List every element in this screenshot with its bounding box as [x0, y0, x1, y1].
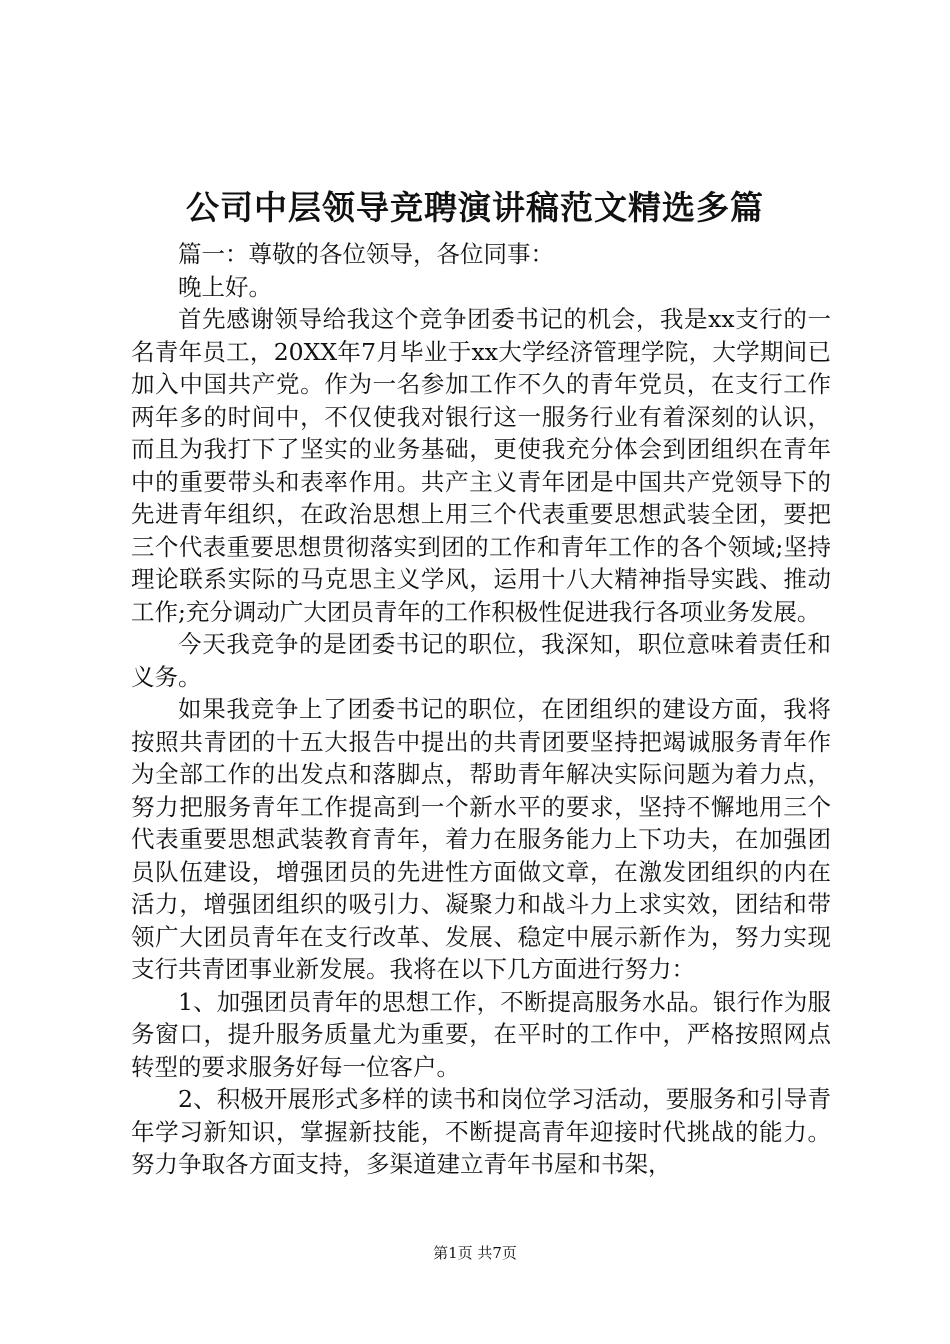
paragraph-point-1: 1、加强团员青年的思想工作，不断提高服务水品。银行作为服务窗口，提升服务质量尤为重要，在平时的工作中，严格按照网点转型的要求服务好每一位客户。 [131, 987, 831, 1081]
paragraph-point-2: 2、积极开展形式多样的读书和岗位学习活动，要服务和引导青年学习新知识，掌握新技能，不断提高青年迎接时代挑战的能力。努力争取各方面支持，多渠道建立青年书屋和书架， [131, 1085, 831, 1178]
document-title: 公司中层领导竞聘演讲稿范文精选多篇 [186, 188, 764, 227]
paragraph-position: 今天我竞争的是团委书记的职位，我深知，职位意味着责任和义务。 [131, 630, 831, 691]
page-number-footer: 第1页 共7页 [433, 1244, 517, 1262]
paragraph-plan: 如果我竞争上了团委书记的职位，在团组织的建设方面，我将按照共青团的十五大报告中提出的共青团要坚持把竭诚服务青年作为全部工作的出发点和落脚点，帮助青年解决实际问题为着力点，努力把服务青年工作提高到一个新水平的要求，坚持不懈地用三个代表重要思想武装教育青年，着力在服务能力上下功夫，在加强团员队伍建设，增强团员的先进性方面做文章，在激发团组织的内在活力，增强团组织的吸引力、凝聚力和战斗力上求实效，团结和带领广大团员青年在支行改革、发展、稳定中展示新作为，努力实现支行共青团事业新发展。我将在以下几方面进行努力： [131, 695, 831, 983]
paragraph-introduction: 首先感谢领导给我这个竞争团委书记的机会，我是xx支行的一名青年员工，20XX年7月毕业于xx大学经济管理学院，大学期间已加入中国共产党。作为一名参加工作不久的青年党员，在支行工作两年多的时间中，不仅使我对银行这一服务行业有着深刻的认识，而且为我打下了坚实的业务基础，更使我充分体会到团组织在青年中的重要带头和表率作用。共产主义青年团是中国共产党领导下的先进青年组织，在政治思想上用三个代表重要思想武装全团，要把三个代表重要思想贯彻落实到团的工作和青年工作的各个领域;坚持理论联系实际的马克思主义学风，运用十八大精神指导实践、推动工作;充分调动广大团员青年的工作积极性促进我行各项业务发展。 [131, 305, 831, 626]
document-body [131, 238, 831, 1181]
paragraph-greeting: 晚上好。 [178, 272, 272, 301]
paragraph-salutation: 篇一：尊敬的各位领导，各位同事： [178, 240, 554, 268]
